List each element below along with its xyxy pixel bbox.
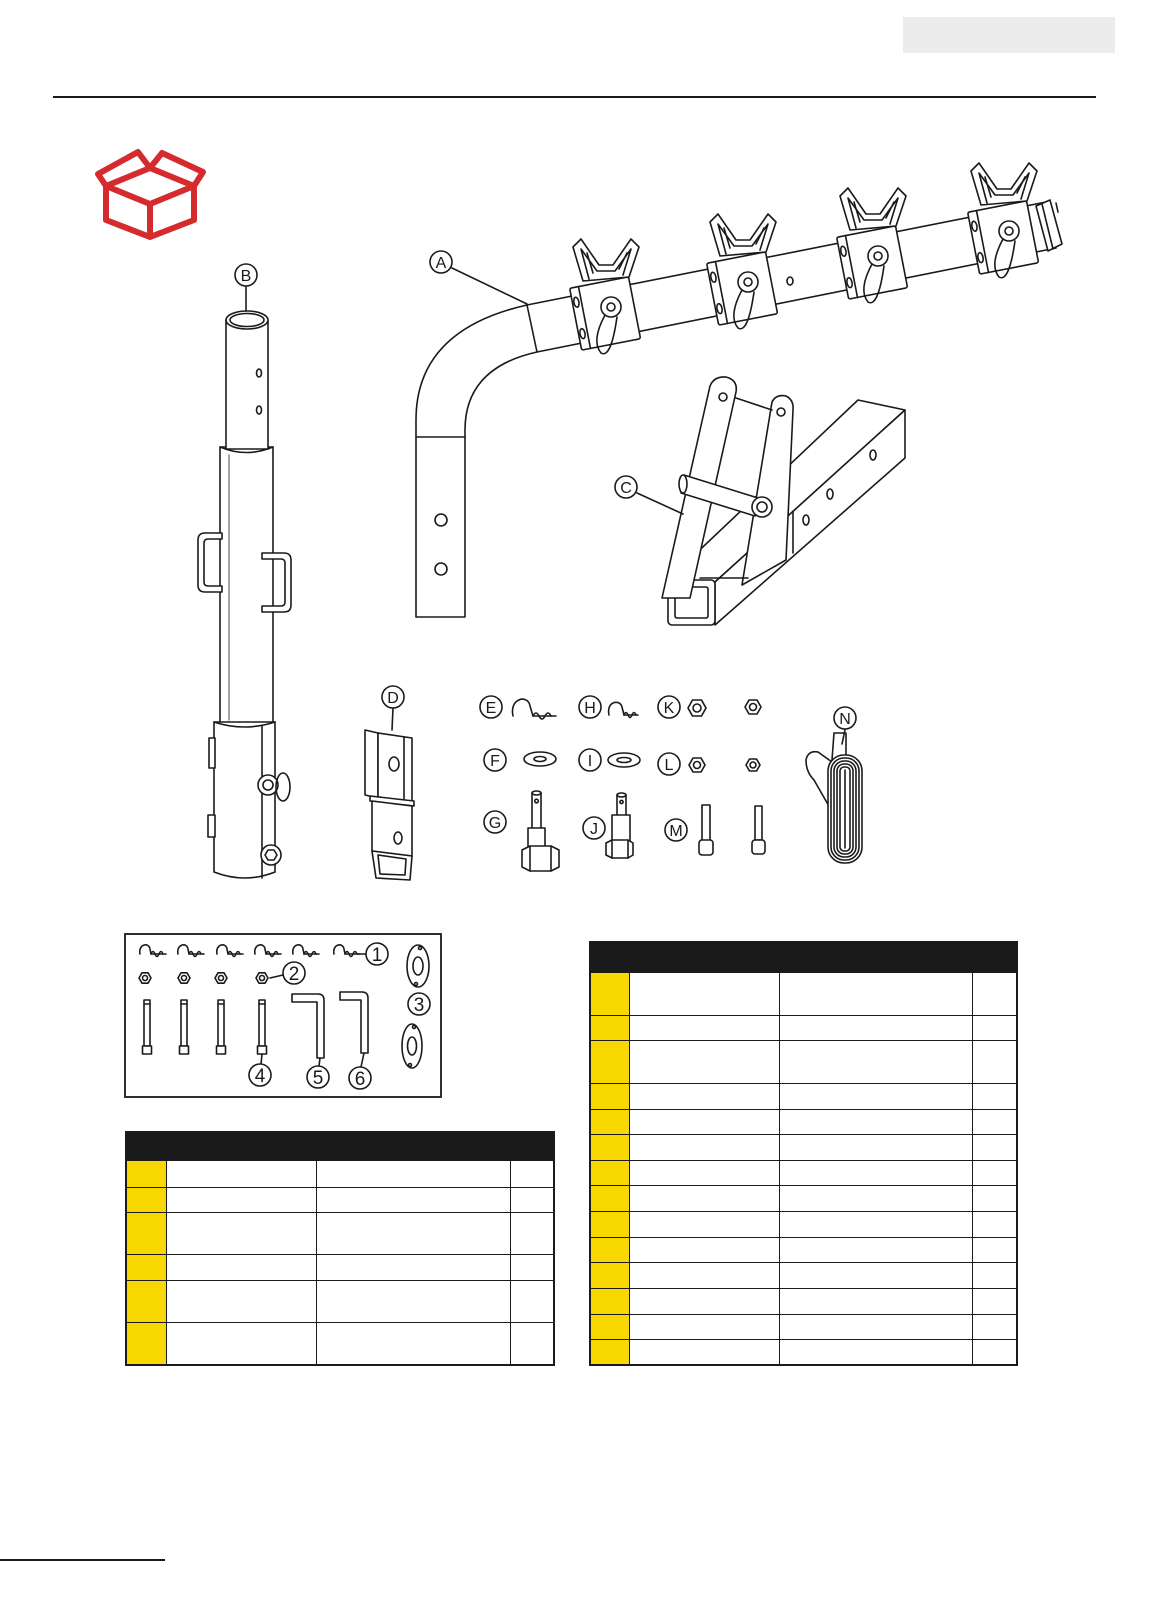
table-cell — [510, 1160, 554, 1187]
kit-nut — [256, 973, 268, 983]
table-cell — [779, 972, 972, 1015]
table-cell — [972, 1314, 1017, 1339]
table-row — [126, 1160, 554, 1187]
callout-e-label: E — [485, 700, 497, 717]
table-cell-number — [590, 1314, 629, 1339]
hardware-kit-panel — [125, 934, 441, 1097]
part-h-hair-pin-clip — [609, 702, 638, 717]
table-cell — [972, 1339, 1017, 1365]
table-cell-number — [590, 1160, 629, 1185]
kit-nut — [139, 973, 151, 983]
kit-callout-3 — [408, 993, 430, 1016]
table-cell-number — [126, 1160, 166, 1187]
table-cell — [316, 1254, 510, 1280]
kit-callout-6 — [349, 1053, 371, 1090]
table-row — [590, 1237, 1017, 1262]
part-c-hitch-mount — [662, 377, 905, 625]
table-row — [590, 1015, 1017, 1040]
table-cell — [629, 1040, 779, 1083]
callout-a — [430, 251, 527, 304]
kit-nut — [215, 973, 227, 983]
part-e-hair-pin-clip — [512, 699, 556, 719]
kit-washer — [402, 1024, 422, 1068]
callout-n-label: N — [839, 711, 851, 728]
table-cell — [629, 1262, 779, 1288]
table-cell — [316, 1160, 510, 1187]
table-cell — [972, 1237, 1017, 1262]
table-cell — [779, 1339, 972, 1365]
table-cell — [779, 1083, 972, 1109]
callout-j-label: J — [590, 821, 598, 838]
table-cell — [316, 1187, 510, 1212]
table-cell — [972, 1160, 1017, 1185]
table-cell — [629, 1015, 779, 1040]
hardware-kit-table-header-row — [126, 1132, 554, 1160]
parts-table — [589, 941, 1018, 1366]
table-cell — [779, 1211, 972, 1237]
callout-c-label: C — [620, 480, 632, 497]
table-row — [126, 1322, 554, 1365]
callout-i — [579, 749, 601, 771]
callout-j — [583, 817, 605, 839]
table-row — [590, 1339, 1017, 1365]
table-cell — [629, 1160, 779, 1185]
callout-b-label: B — [240, 268, 252, 285]
table-cell — [510, 1187, 554, 1212]
table-row — [126, 1280, 554, 1322]
table-cell — [629, 1211, 779, 1237]
callout-a-label: A — [435, 255, 447, 272]
table-cell-number — [590, 1109, 629, 1134]
part-m-bolt — [699, 805, 765, 855]
kit-callout-2-label: 2 — [288, 964, 300, 985]
callout-k — [658, 696, 680, 718]
table-cell-number — [590, 1015, 629, 1040]
kit-washer — [407, 945, 429, 987]
table-cell — [779, 1109, 972, 1134]
kit-callout-6-label: 6 — [354, 1069, 366, 1090]
kit-callout-2 — [270, 962, 305, 985]
kit-allen-wrench-small — [340, 992, 368, 1053]
part-d-adapter-sleeve — [365, 730, 414, 880]
table-cell — [972, 1109, 1017, 1134]
callout-f — [484, 749, 506, 771]
table-cell — [779, 1314, 972, 1339]
table-cell-number — [590, 1211, 629, 1237]
table-cell-number — [590, 1134, 629, 1160]
table-cell — [629, 1314, 779, 1339]
table-row — [590, 1185, 1017, 1211]
table-cell-number — [590, 1262, 629, 1288]
table-cell-number — [590, 1040, 629, 1083]
table-row — [590, 1288, 1017, 1314]
callout-e — [480, 696, 502, 718]
table-cell-number — [126, 1212, 166, 1254]
callout-h — [579, 696, 601, 718]
part-b-upright-post — [198, 311, 291, 878]
kit-allen-wrench-large — [292, 994, 324, 1058]
table-cell — [972, 1288, 1017, 1314]
table-cell — [972, 1083, 1017, 1109]
table-cell — [629, 1237, 779, 1262]
table-row — [126, 1212, 554, 1254]
callout-l-label: L — [664, 757, 674, 774]
callout-b — [235, 264, 257, 311]
table-cell — [166, 1322, 316, 1365]
table-cell — [629, 1134, 779, 1160]
bike-cradle-clamp — [707, 214, 778, 329]
kit-bolt — [217, 1000, 226, 1054]
table-cell — [972, 972, 1017, 1015]
kit-hair-pin-clip — [255, 945, 281, 957]
table-cell — [316, 1322, 510, 1365]
table-cell — [316, 1212, 510, 1254]
table-cell — [629, 1288, 779, 1314]
kit-callout-3-label: 3 — [413, 995, 425, 1016]
table-cell — [972, 1015, 1017, 1040]
table-cell — [510, 1254, 554, 1280]
kit-bolt — [143, 1000, 152, 1054]
callout-g-label: G — [488, 815, 502, 832]
table-cell — [629, 1109, 779, 1134]
footer-divider — [0, 1559, 165, 1561]
callout-c — [615, 476, 683, 514]
table-cell — [510, 1212, 554, 1254]
kit-hair-pin-clip — [334, 945, 360, 957]
table-cell-number — [590, 1237, 629, 1262]
part-l-nut — [689, 758, 760, 772]
table-row — [590, 972, 1017, 1015]
kit-callout-5 — [307, 1058, 329, 1089]
table-cell-number — [590, 1288, 629, 1314]
table-row — [590, 1083, 1017, 1109]
callout-k-label: K — [663, 700, 675, 717]
table-cell-number — [590, 1339, 629, 1365]
hardware-kit-table — [125, 1131, 555, 1366]
kit-callout-5-label: 5 — [312, 1068, 324, 1089]
table-cell — [166, 1187, 316, 1212]
kit-bolt — [180, 1000, 189, 1054]
table-cell — [629, 1185, 779, 1211]
table-cell — [972, 1134, 1017, 1160]
bike-cradle-clamp — [570, 239, 641, 354]
table-cell — [972, 1185, 1017, 1211]
hardware-kit-table-header-cell — [126, 1132, 554, 1160]
table-cell — [779, 1015, 972, 1040]
table-cell — [166, 1254, 316, 1280]
callout-d — [382, 686, 404, 730]
table-cell — [510, 1280, 554, 1322]
callout-m-label: M — [669, 823, 683, 840]
part-g-clevis-pin — [522, 791, 559, 871]
table-row — [590, 1134, 1017, 1160]
bike-cradle-clamp — [837, 188, 908, 303]
table-row — [590, 1160, 1017, 1185]
table-row — [126, 1187, 554, 1212]
callout-h-label: H — [584, 700, 596, 717]
table-cell-number — [126, 1254, 166, 1280]
kit-nut — [178, 973, 190, 983]
kit-hair-pin-clip — [140, 945, 166, 957]
table-cell — [316, 1280, 510, 1322]
table-cell-number — [590, 972, 629, 1015]
table-cell — [972, 1211, 1017, 1237]
kit-callout-1-label: 1 — [371, 945, 383, 966]
table-cell — [510, 1322, 554, 1365]
kit-hair-pin-clip — [178, 945, 204, 957]
callout-l — [658, 753, 680, 775]
table-row — [126, 1254, 554, 1280]
kit-callout-4-label: 4 — [254, 1066, 266, 1087]
table-cell — [779, 1237, 972, 1262]
table-cell-number — [126, 1280, 166, 1322]
kit-callout-4 — [249, 1054, 271, 1087]
part-f-washer — [524, 752, 556, 766]
part-k-lock-nut — [688, 700, 761, 716]
open-box-icon — [98, 152, 203, 237]
table-cell — [629, 1339, 779, 1365]
table-row — [590, 1211, 1017, 1237]
table-cell — [779, 1160, 972, 1185]
part-j-clevis-pin — [606, 793, 633, 858]
table-row — [590, 1109, 1017, 1134]
table-cell — [629, 1083, 779, 1109]
table-cell — [779, 1040, 972, 1083]
parts-table-header-cell — [590, 942, 1017, 972]
kit-hair-pin-clip — [217, 945, 243, 957]
kit-hair-pin-clip — [293, 945, 319, 957]
part-i-washer — [608, 753, 640, 767]
table-cell-number — [590, 1083, 629, 1109]
table-cell — [166, 1160, 316, 1187]
callout-m — [665, 819, 687, 841]
table-cell — [779, 1185, 972, 1211]
kit-bolt — [258, 1000, 267, 1054]
callout-i-label: I — [587, 753, 593, 770]
callout-g — [484, 811, 506, 833]
table-cell-number — [126, 1187, 166, 1212]
kit-callout-1 — [358, 943, 388, 966]
callout-f-label: F — [490, 753, 500, 770]
table-row — [590, 1262, 1017, 1288]
table-cell — [166, 1280, 316, 1322]
part-n-strap-roll — [806, 733, 862, 863]
table-cell — [779, 1134, 972, 1160]
table-cell — [629, 972, 779, 1015]
table-cell — [779, 1288, 972, 1314]
parts-table-header-row — [590, 942, 1017, 972]
table-cell — [972, 1040, 1017, 1083]
table-cell — [972, 1262, 1017, 1288]
callout-d-label: D — [387, 690, 399, 707]
table-cell-number — [126, 1322, 166, 1365]
table-cell-number — [590, 1185, 629, 1211]
table-row — [590, 1314, 1017, 1339]
table-row — [590, 1040, 1017, 1083]
table-cell — [166, 1212, 316, 1254]
table-cell — [779, 1262, 972, 1288]
bike-cradle-clamp — [968, 163, 1039, 278]
